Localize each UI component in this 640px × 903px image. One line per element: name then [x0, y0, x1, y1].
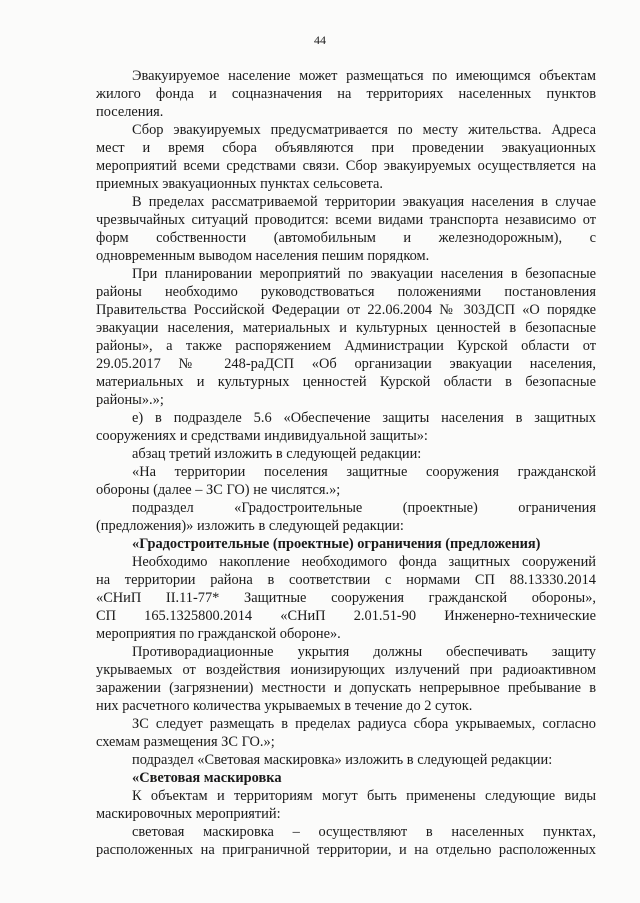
text-line: ЗС следует размещать в пределах радиуса сбора укрываемых, согласно — [132, 716, 596, 732]
text-line: материальных и культурных ценностей Курской области в безопасные — [96, 374, 596, 390]
text-line: световая маскировка – осуществляют в населенных пунктах, — [132, 824, 596, 840]
text-line: районы».»; — [96, 392, 164, 408]
text-line: районы необходимо руководствоваться положениями постановления — [96, 284, 596, 300]
text-line: Противорадиационные укрытия должны обеспечивать защиту — [132, 644, 596, 660]
text-line: мест и время сбора объявляются при проведении эвакуационных — [96, 140, 596, 156]
text-line: укрываемых от воздействия ионизирующих излучений при радиоактивном — [96, 662, 596, 678]
text-line: форм собственности (автомобильным и железнодорожным), с — [96, 230, 596, 246]
text-line: мероприятия по гражданской обороне». — [96, 626, 341, 642]
text-line: мероприятий всеми средствами связи. Сбор эвакуируемых осуществляется на — [96, 158, 596, 174]
text-line: Правительства Российской Федерации от 22.06.2004 № 303ДСП «О порядке — [96, 302, 596, 318]
text-line: эвакуации населения, материальных и культурных ценностей в безопасные — [96, 320, 596, 336]
text-line: жилого фонда и соцназначения на территориях населенных пунктов — [96, 86, 596, 102]
text-line: 29.05.2017 № 248-раДСП «Об организации эвакуации населения, — [96, 356, 596, 372]
text-line: заражении (загрязнении) местности и допускать непрерывное пребывание в — [96, 680, 596, 696]
text-line: схемам размещения ЗС ГО.»; — [96, 734, 275, 750]
page-number: 44 — [314, 33, 326, 47]
text-line: «СНиП II.11-77* Защитные сооружения гражданской обороны», — [96, 590, 596, 606]
section-heading: «Световая маскировка — [132, 770, 282, 786]
text-line: расположенных на приграничной территории, и на отдельно расположенных — [96, 842, 596, 858]
text-line: поселения. — [96, 104, 164, 120]
text-line: «На территории поселения защитные сооружения гражданской — [132, 464, 596, 480]
text-line: подраздел «Градостроительные (проектные) ограничения — [132, 500, 596, 516]
text-line: Необходимо накопление необходимого фонда защитных сооружений — [132, 554, 596, 570]
text-line: (предложения)» изложить в следующей редакции: — [96, 518, 404, 534]
text-line: Сбор эвакуируемых предусматривается по месту жительства. Адреса — [132, 122, 596, 138]
text-line: подраздел «Световая маскировка» изложить в следующей редакции: — [132, 752, 553, 768]
text-line: на территории района в соответствии с нормами СП 88.13330.2014 — [96, 572, 596, 588]
text-line: маскировочных мероприятий: — [96, 806, 281, 822]
text-line: них расчетного количества укрываемых в течение до 2 суток. — [96, 698, 473, 714]
text-line: В пределах рассматриваемой территории эвакуация населения в случае — [132, 194, 596, 210]
text-line: При планировании мероприятий по эвакуации населения в безопасные — [132, 266, 596, 282]
text-line: К объектам и территориям могут быть применены следующие виды — [132, 788, 596, 804]
text-line: абзац третий изложить в следующей редакции: — [132, 446, 422, 462]
text-line: сооружениях и средствами индивидуальной защиты»: — [96, 428, 428, 444]
text-line: СП 165.1325800.2014 «СНиП 2.01.51-90 Инженерно-технические — [96, 608, 596, 624]
text-line: е) в подразделе 5.6 «Обеспечение защиты населения в защитных — [132, 410, 596, 426]
text-line: чрезвычайных ситуаций проводится: всеми видами транспорта независимо от — [96, 212, 596, 228]
section-heading: «Градостроительные (проектные) ограничения (предложения) — [132, 536, 541, 552]
text-line: районы», а также распоряжением Администрации Курской области от — [96, 338, 596, 354]
text-line: Эвакуируемое население может размещаться по имеющимся объектам — [132, 68, 596, 84]
text-line: обороны (далее – ЗС ГО) не числятся.»; — [96, 482, 341, 498]
text-line: одновременным выводом населения пешим порядком. — [96, 248, 430, 264]
text-line: приемных эвакуационных пунктах сельсовета. — [96, 176, 383, 192]
